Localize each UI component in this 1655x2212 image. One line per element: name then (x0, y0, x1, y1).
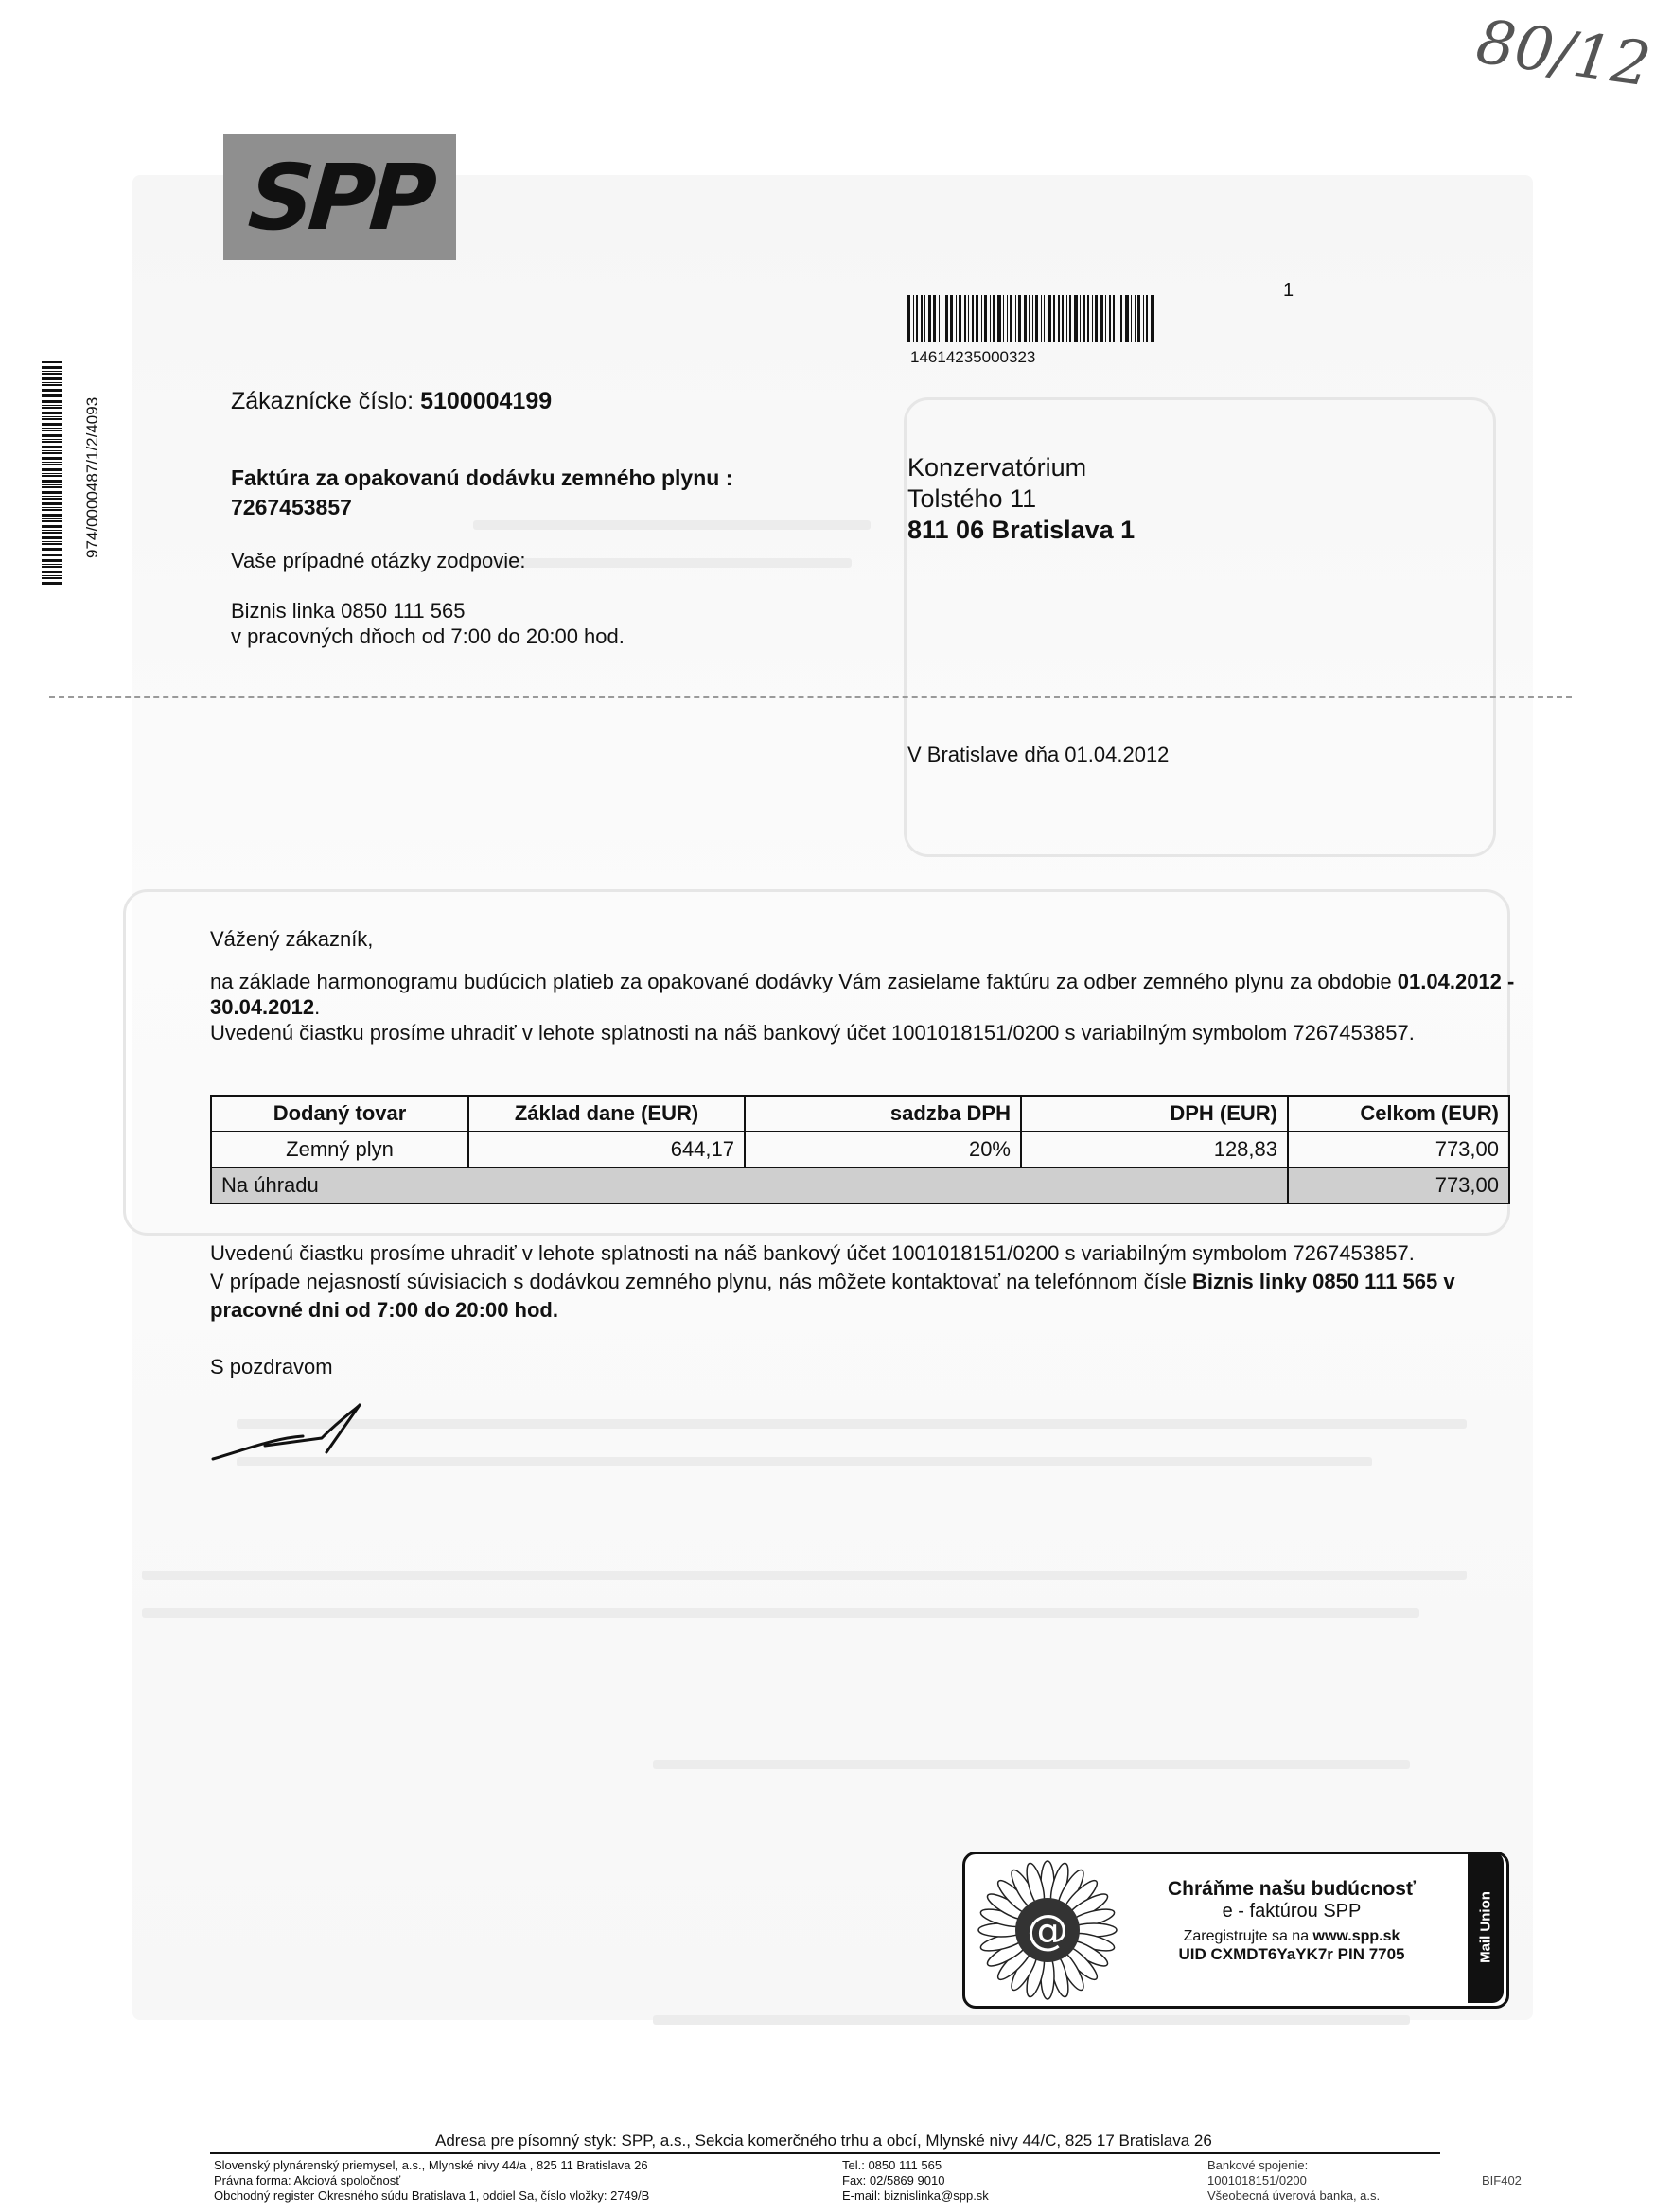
regards: S pozdravom (210, 1355, 333, 1378)
total-label-text: Na úhradu (221, 1173, 319, 1197)
recipient-name: Konzervatórium (907, 453, 1087, 482)
side-code: 974/0000487/1/2/4093 (83, 396, 101, 558)
header-vat: DPH (EUR) (1021, 1096, 1288, 1132)
hotline-line2: v pracovných dňoch od 7:00 do 20:00 hod. (231, 624, 625, 648)
register-url: www.spp.sk (1312, 1928, 1400, 1944)
cell-tax-base: 644,17 (468, 1132, 745, 1167)
footer-postal-address: Adresa pre písomný styk: SPP, a.s., Sekcia komerčného trhu a obcí, Mlynské nivy 44/C, 825 17 Bratislava 26 (435, 2132, 1212, 2150)
logo-text: SPP (245, 144, 434, 251)
footer-register: Obchodný register Okresného súdu Bratislava 1, oddiel Sa, číslo vložky: 2749/B (214, 2188, 650, 2203)
recipient-city: 811 06 Bratislava 1 (907, 516, 1136, 544)
footer-bank (1207, 2158, 1380, 2203)
closing-payment: Uvedenú čiastku prosíme uhradiť v lehote splatnosti na náš bankový účet 1001018151/0200 s variabilným symbolom 7267453857. (210, 1241, 1415, 1265)
register-prefix: Zaregistrujte sa na (1183, 1928, 1313, 1944)
cell-goods: Zemný plyn (211, 1132, 468, 1167)
header-goods: Dodaný tovar (211, 1096, 468, 1132)
invoice-table (210, 1095, 1510, 1204)
cell-vat: 128,83 (1021, 1132, 1288, 1167)
ghost-line (473, 558, 852, 568)
efaktura-register (1126, 1928, 1457, 1945)
questions-label: Vaše prípadné otázky zodpovie: (231, 549, 526, 572)
total-row (211, 1167, 1509, 1203)
at-flower-icon (977, 1859, 1118, 2001)
cell-vat-rate: 20% (745, 1132, 1021, 1167)
table-row (211, 1132, 1509, 1167)
salutation: Vážený zákazník, (210, 927, 374, 951)
invoice-title-block (231, 464, 818, 522)
barcode-number: 14614235000323 (910, 348, 1036, 366)
page-number: 1 (1283, 280, 1294, 301)
header-total: Celkom (EUR) (1288, 1096, 1509, 1132)
ghost-line (142, 1571, 1467, 1580)
recipient-address (907, 452, 1135, 546)
invoice-title: Faktúra za opakovanú dodávku zemného plynu : (231, 465, 733, 490)
mail-barcode (907, 295, 1179, 342)
billing-period: 01.04.2012 - 30.04.2012 (210, 970, 1515, 1019)
footer-contact (842, 2158, 989, 2203)
ghost-line (237, 1457, 1372, 1466)
customer-number-label: Zákaznícke číslo: (231, 388, 414, 414)
closing-contact: V prípade nejasností súvisiacich s dodávkou zemného plynu, nás môžete kontaktovať na telefónnom čísle (210, 1270, 1192, 1293)
footer-tel: Tel.: 0850 111 565 (842, 2158, 942, 2172)
footer-company (214, 2158, 649, 2203)
intro-end: . (314, 995, 321, 1019)
footer-company-name: Slovenský plynárenský priemysel, a.s., Mlynské nivy 44/a , 825 11 Bratislava 26 (214, 2158, 648, 2172)
intro-text: na základe harmonogramu budúcich platieb za opakované dodávky Vám zasielame faktúru za odber zemného plynu za obdobie (210, 970, 1398, 993)
closing-contact-hotline: Biznis linky 0850 111 565 v pracovné dni od 7:00 do 20:00 hod. (210, 1270, 1455, 1322)
hotline-line1: Biznis linka 0850 111 565 (231, 599, 466, 623)
handwritten-annotation: 80/12 (1471, 7, 1655, 101)
ghost-line (653, 2015, 1410, 2025)
footer-form-code: BIF402 (1482, 2173, 1522, 2187)
ghost-line (142, 1608, 1419, 1618)
intro-paragraph (210, 969, 1516, 1045)
mail-union-badge (1468, 1852, 1504, 2003)
ghost-line (653, 1760, 1410, 1769)
customer-number-line (231, 388, 552, 415)
table-header-row (211, 1096, 1509, 1132)
place-date: V Bratislave dňa 01.04.2012 (907, 743, 1170, 766)
invoice-number: 7267453857 (231, 495, 352, 519)
footer-bank-name: Všeobecná úverová banka, a.s. (1207, 2188, 1381, 2203)
footer-fax: Fax: 02/5869 9010 (842, 2173, 945, 2187)
side-barcode (42, 360, 62, 660)
spp-logo (223, 134, 456, 260)
recipient-street: Tolstého 11 (907, 484, 1037, 513)
cell-total: 773,00 (1288, 1132, 1509, 1167)
svg-text:@: @ (1027, 1906, 1068, 1955)
footer-divider (210, 2152, 1440, 2154)
footer-bank-account: 1001018151/0200 (1207, 2173, 1307, 2187)
header-tax-base: Základ dane (EUR) (468, 1096, 745, 1132)
efaktura-uid: UID CXMDT6YaYK7r PIN 7705 (1178, 1945, 1405, 1963)
perforation-line (49, 696, 1572, 698)
signature (208, 1400, 379, 1476)
efaktura-subtitle: e - faktúrou SPP (1222, 1901, 1362, 1922)
footer-legal-form: Právna forma: Akciová spoločnosť (214, 2173, 401, 2187)
ghost-line (237, 1419, 1467, 1429)
payment-instruction: Uvedenú čiastku prosíme uhradiť v lehote splatnosti na náš bankový účet 1001018151/0200 s variabilným symbolom 7267453857. (210, 1021, 1415, 1045)
footer-email: E-mail: biznislinka@spp.sk (842, 2188, 989, 2203)
closing-paragraph (210, 1239, 1516, 1325)
efaktura-text (1126, 1878, 1457, 1964)
header-vat-rate: sadzba DPH (745, 1096, 1021, 1132)
hotline-block (231, 598, 625, 649)
efaktura-title: Chráňme našu budúcnosť (1167, 1878, 1417, 1900)
customer-number: 5100004199 (420, 388, 553, 414)
total-label (211, 1167, 1288, 1203)
mail-union-text: Mail Union (1477, 1891, 1494, 1963)
total-value: 773,00 (1288, 1167, 1509, 1203)
footer-bank-label: Bankové spojenie: (1207, 2158, 1309, 2172)
